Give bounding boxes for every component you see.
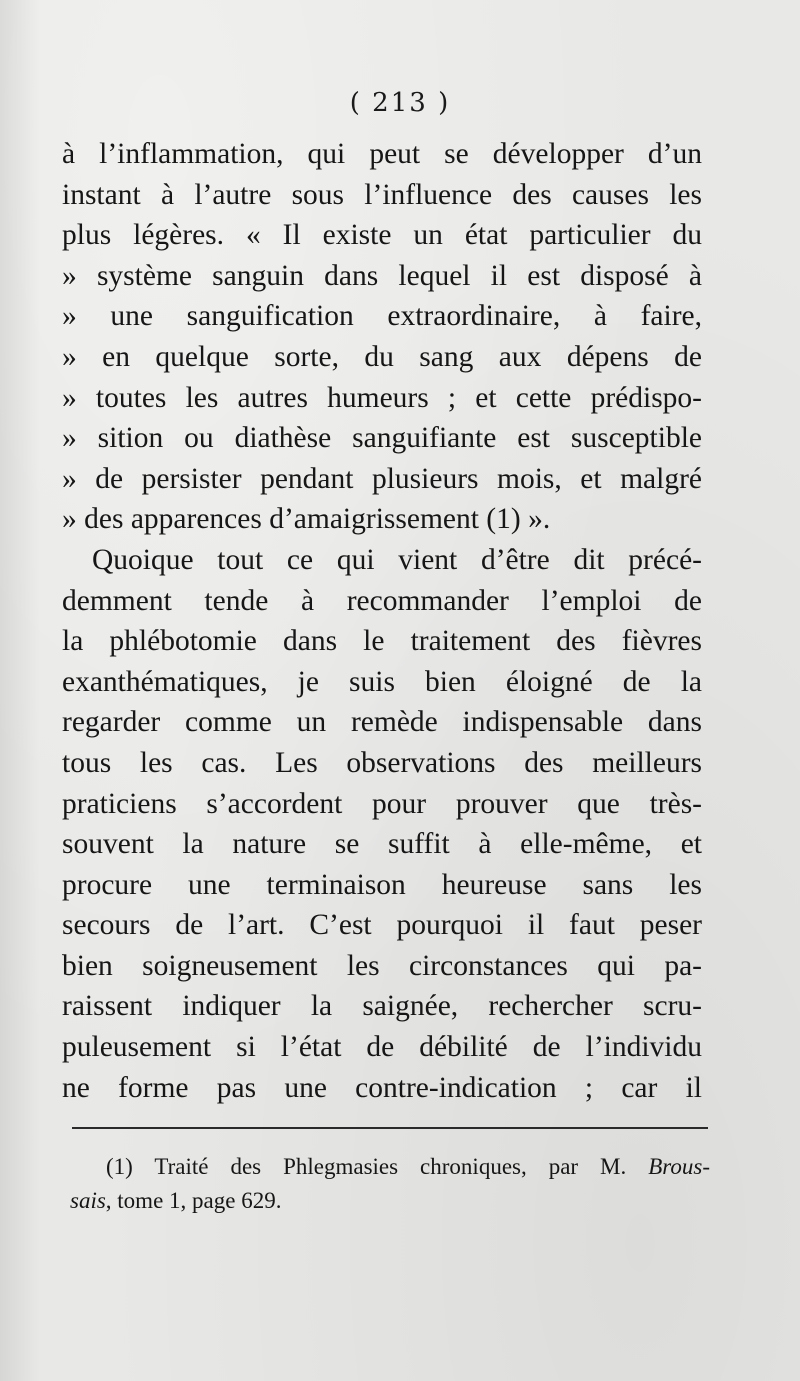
text-line: demment tende à recommander l’emploi de — [62, 584, 702, 617]
footnote-line — [70, 1150, 710, 1184]
text-line: tous les cas. Les observations des meilleurs — [62, 746, 702, 779]
text-line: la phlébotomie dans le traitement des fièvres — [62, 625, 702, 658]
page-edge-shadow — [0, 0, 40, 1381]
text-line: plus légères. « Il existe un état particulier du — [62, 219, 702, 252]
text-line: puleusement si l’état de débilité de l’individu — [62, 1031, 702, 1064]
footnote-author-italic: sais — [70, 1188, 106, 1213]
text-line: à l’inflammation, qui peut se développer d’un — [62, 138, 702, 170]
text-line: » toutes les autres humeurs ; et cette prédispo- — [62, 381, 702, 414]
text-line: raissent indiquer la saignée, rechercher scru- — [62, 990, 702, 1023]
footnote-author-italic: Brous- — [648, 1154, 710, 1179]
footnote-text: (1) Traité des Phlegmasies chroniques, par M. — [106, 1154, 649, 1179]
text-line: regarder comme un remède indispensable dans — [62, 706, 702, 739]
text-line: » de persister pendant plusieurs mois, et malgré — [62, 462, 702, 495]
text-line: procure une terminaison heureuse sans les — [62, 868, 702, 901]
text-line: » en quelque sorte, du sang aux dépens de — [62, 340, 702, 373]
text-line: » des apparences d’amaigrissement (1) ». — [62, 503, 551, 536]
text-line: » sition ou diathèse sanguifiante est susceptible — [62, 422, 702, 455]
text-line: » une sanguification extraordinaire, à faire, — [62, 300, 702, 333]
page-number: ( 213 ) — [349, 88, 451, 118]
footnote — [70, 1150, 710, 1218]
text-line: secours de l’art. C’est pourquoi il faut peser — [62, 909, 702, 942]
footnote-text: , tome 1, page 629. — [105, 1188, 282, 1213]
paragraph-start-line: Quoique tout ce qui vient d’être dit précé- — [92, 543, 702, 576]
text-line: bien soigneusement les circonstances qui pa- — [62, 949, 702, 982]
text-line: instant à l’autre sous l’influence des causes les — [62, 178, 702, 211]
text-line: ne forme pas une contre-indication ; car il — [62, 1071, 702, 1104]
text-line: exanthématiques, je suis bien éloigné de la — [62, 665, 702, 698]
footnote-divider — [72, 1127, 708, 1129]
text-line: » système sanguin dans lequel il est disposé à — [62, 259, 702, 292]
body-text — [62, 134, 702, 1108]
text-line: praticiens s’accordent pour prouver que très- — [62, 787, 702, 820]
footnote-line — [70, 1184, 710, 1218]
text-line: souvent la nature se suffit à elle-même, et — [62, 828, 702, 861]
